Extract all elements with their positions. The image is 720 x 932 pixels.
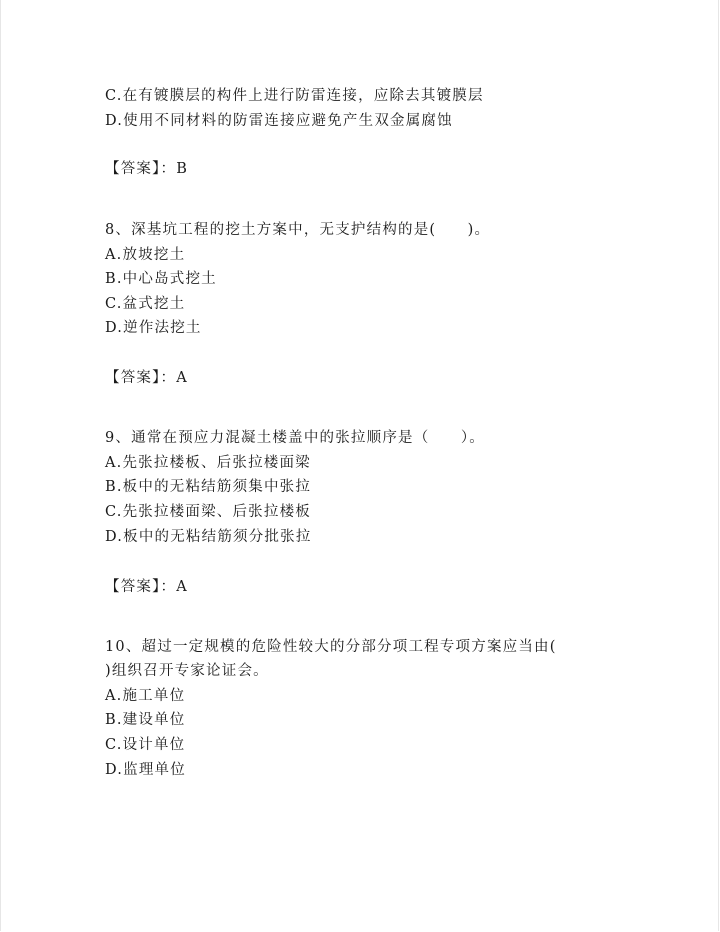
q9-option-a: A.先张拉楼板、后张拉楼面梁 [105,455,311,471]
q9-option-b: B.板中的无粘结筋须集中张拉 [105,479,312,495]
q8-option-b: B.中心岛式挖土 [105,271,217,287]
q8-stem: 8、深基坑工程的挖土方案中，无支护结构的是( )。 [105,222,491,238]
q9-stem: 9、通常在预应力混凝土楼盖中的张拉顺序是（ ）。 [105,430,485,446]
q8-option-a: A.放坡挖土 [105,247,186,263]
prev-answer: 【答案】：B [105,161,189,177]
q10-stem-line2: )组织召开专家论证会。 [105,663,269,679]
q9-option-c: C.先张拉楼面梁、后张拉楼板 [105,504,311,520]
q10-option-d: D.监理单位 [105,762,186,778]
q9-answer: 【答案】：A [105,579,188,595]
q10-option-a: A.施工单位 [105,688,186,704]
q8-option-c: C.盆式挖土 [105,296,186,312]
q10-option-b: B.建设单位 [105,712,186,728]
q10-option-c: C.设计单位 [105,737,186,753]
q9-option-d: D.板中的无粘结筋须分批张拉 [105,529,312,545]
prev-option-c: C.在有镀膜层的构件上进行防雷连接，应除去其镀膜层 [105,88,484,104]
prev-option-d: D.使用不同材料的防雷连接应避免产生双金属腐蚀 [105,113,453,129]
q8-answer: 【答案】：A [105,370,188,386]
q10-stem-line1: 10、超过一定规模的危险性较大的分部分项工程专项方案应当由( [105,639,557,655]
q8-option-d: D.逆作法挖土 [105,320,202,336]
